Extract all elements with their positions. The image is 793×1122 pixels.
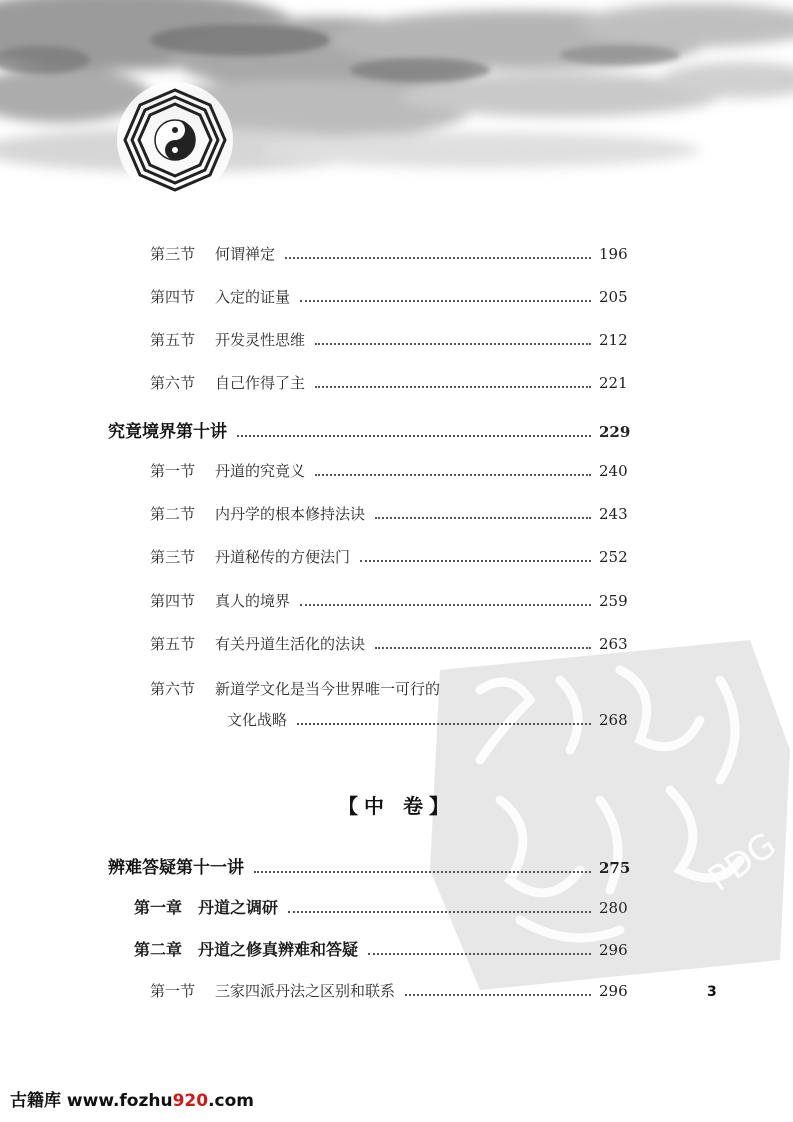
toc-chapter-label: 第一章 — [134, 898, 183, 917]
toc-page-number: 221 — [599, 374, 628, 392]
dot-leader — [368, 953, 591, 955]
toc-chapter-entry[interactable] — [134, 895, 635, 918]
bagua-icon — [117, 82, 233, 198]
toc-section-label: 第一节 — [150, 982, 196, 1000]
toc-section-label: 第二节 — [150, 505, 196, 523]
toc-lecture-title: 究竟境界第十讲 — [108, 422, 227, 442]
toc-entry-title: 新道学文化是当今世界唯一可行的 — [215, 680, 441, 698]
toc-section-label: 第五节 — [150, 331, 196, 349]
dot-leader — [405, 994, 591, 996]
toc-lecture-entry[interactable] — [108, 417, 635, 442]
toc-chapter-title: 丹道之调研 — [198, 898, 279, 917]
toc-entry[interactable] — [150, 243, 635, 264]
dot-leader — [288, 911, 591, 913]
toc-section-label: 第一节 — [150, 462, 196, 480]
toc-entry-title: 何谓禅定 — [215, 245, 276, 263]
toc-entry[interactable] — [150, 460, 635, 481]
toc-entry[interactable] — [150, 286, 635, 307]
toc-section-label: 第六节 — [150, 680, 196, 698]
page-folio-number: 3 — [707, 984, 717, 1000]
dot-leader — [254, 871, 591, 873]
dot-leader — [315, 386, 591, 388]
dot-leader — [375, 517, 591, 519]
toc-entry[interactable] — [150, 503, 635, 524]
toc-section-label: 第六节 — [150, 374, 196, 392]
toc-entry[interactable] — [150, 372, 635, 393]
toc-entry-title-continued: 文化战略 — [227, 711, 288, 729]
toc-entry[interactable] — [150, 590, 635, 611]
toc-entry-title: 三家四派丹法之区别和联系 — [215, 982, 396, 1000]
toc-chapter-title: 丹道之修真辨难和答疑 — [198, 940, 359, 959]
toc-section-label: 第四节 — [150, 288, 196, 306]
dot-leader — [297, 723, 591, 725]
toc-entry-title: 丹道秘传的方便法门 — [215, 548, 351, 566]
dot-leader — [285, 257, 591, 259]
toc-entry-continuation[interactable] — [227, 709, 635, 730]
toc-section-label: 第三节 — [150, 245, 196, 263]
dot-leader — [375, 647, 591, 649]
toc-section-label: 第三节 — [150, 548, 196, 566]
toc-entry-title: 真人的境界 — [215, 592, 291, 610]
toc-page-number: 205 — [599, 288, 628, 306]
toc-page-number: 196 — [599, 245, 628, 263]
toc-page-number: 263 — [599, 635, 628, 653]
watermark-text: PDG — [700, 825, 784, 900]
toc-page-number: 259 — [599, 592, 628, 610]
toc-page-number: 296 — [599, 982, 628, 1000]
toc-entry[interactable] — [150, 633, 635, 654]
toc-entry-title: 丹道的究竟义 — [215, 462, 306, 480]
toc-chapter-entry[interactable] — [134, 937, 635, 960]
toc-entry-title: 内丹学的根本修持法诀 — [215, 505, 366, 523]
dot-leader — [237, 435, 591, 437]
toc-entry-title: 入定的证量 — [215, 288, 291, 306]
toc-page-number: 229 — [599, 423, 631, 441]
toc-entry[interactable] — [150, 980, 635, 1001]
part-heading: 【中 卷】 — [338, 794, 455, 818]
dot-leader — [300, 300, 591, 302]
toc-page-number: 212 — [599, 331, 628, 349]
toc-entry[interactable] — [150, 678, 440, 699]
toc-page-number: 243 — [599, 505, 628, 523]
toc-page-number: 252 — [599, 548, 628, 566]
toc-entry-title: 开发灵性思维 — [215, 331, 306, 349]
footer-text-number: 920 — [172, 1091, 209, 1111]
toc-chapter-label: 第二章 — [134, 940, 183, 959]
toc-lecture-title: 辨难答疑第十一讲 — [108, 858, 244, 878]
footer-source-link[interactable] — [10, 1086, 254, 1111]
toc-entry[interactable] — [150, 329, 635, 350]
header-cloud-illustration — [0, 0, 793, 215]
toc-section-label: 第四节 — [150, 592, 196, 610]
dot-leader — [300, 604, 591, 606]
toc-entry[interactable] — [150, 546, 635, 567]
dot-leader — [315, 343, 591, 345]
footer-text-suffix: .com — [208, 1091, 255, 1111]
toc-page-number: 296 — [599, 941, 628, 959]
toc-lecture-entry[interactable] — [108, 853, 635, 878]
toc-page-number: 240 — [599, 462, 628, 480]
toc-page-number: 280 — [599, 899, 628, 917]
dot-leader — [315, 474, 591, 476]
toc-page-number: 275 — [599, 859, 631, 877]
footer-text-prefix: 古籍库 www.fozhu — [10, 1091, 173, 1111]
toc-page-number: 268 — [599, 711, 628, 729]
toc-entry-title: 自己作得了主 — [215, 374, 306, 392]
toc-section-label: 第五节 — [150, 635, 196, 653]
toc-entry-title: 有关丹道生活化的法诀 — [215, 635, 366, 653]
dot-leader — [360, 560, 591, 562]
